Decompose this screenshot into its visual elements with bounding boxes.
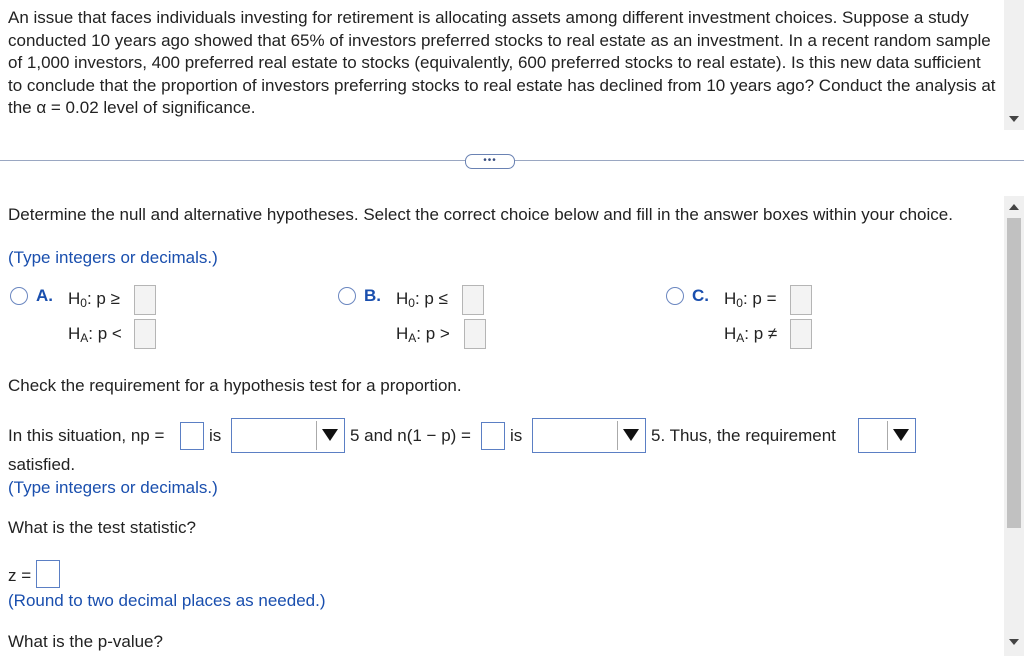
problem-statement: An issue that faces individuals investing for retirement is allocating assets among different investment choices. Suppose a study conducted 10 years ago showed that 65% of investors preferred stocks to real estate as an investment. In a recent random sample of 1,000 investors, 400 preferred real estate to stocks (equivalently, 600 preferred stocks to real estate). Is this new data sufficient to conclude that the proportion of investors preferring stocks to real estate has declined from 10 years ago? Conduct the analysis at the α = 0.02 level of significance. (8, 8, 996, 117)
is-label-2: is (510, 426, 523, 445)
z-input[interactable] (36, 560, 60, 588)
h0-relation: : p ≤ (414, 289, 448, 308)
np-comparison-dropdown[interactable] (231, 418, 345, 453)
option-c-ha-value-input[interactable] (790, 319, 812, 349)
h0-symbol: H (724, 289, 737, 308)
ha-symbol: H (396, 324, 409, 343)
np-label: In this situation, np = (8, 426, 165, 445)
test-statistic-question: What is the test statistic? (8, 518, 197, 537)
h0-relation: : p ≥ (86, 289, 120, 308)
scroll-down-arrow-icon[interactable] (1009, 116, 1019, 122)
option-c-radio[interactable] (666, 287, 684, 305)
question-scrollbar[interactable] (1004, 196, 1024, 656)
h0-symbol: H (68, 289, 81, 308)
problem-scrollbar[interactable] (1004, 0, 1024, 130)
scroll-up-arrow-icon[interactable] (1009, 204, 1019, 210)
option-a-h0 (68, 289, 120, 310)
ha-symbol: H (68, 324, 81, 343)
option-b-h0 (396, 289, 448, 310)
option-c-h0-value-input[interactable] (790, 285, 812, 315)
requirement-label: 5. Thus, the requirement (651, 426, 836, 445)
ha-symbol: H (724, 324, 737, 343)
expand-button[interactable]: ••• (465, 154, 515, 169)
dropdown-separator (316, 421, 317, 450)
option-c-letter: C. (692, 286, 709, 305)
h0-relation: : p = (742, 289, 777, 308)
n1p-comparison-dropdown[interactable] (532, 418, 646, 453)
option-a-radio[interactable] (10, 287, 28, 305)
ha-subscript: A (80, 331, 89, 345)
requirement-hint: (Type integers or decimals.) (8, 478, 218, 497)
option-b-h0-value-input[interactable] (462, 285, 484, 315)
option-c-h0 (724, 289, 777, 310)
z-label: z = (8, 566, 32, 585)
requirement-title: Check the requirement for a hypothesis test for a proportion. (8, 376, 462, 395)
scroll-down-arrow-icon[interactable] (1009, 639, 1019, 645)
option-a-h0-value-input[interactable] (134, 285, 156, 315)
ha-subscript: A (736, 331, 745, 345)
h0-subscript: 0 (80, 296, 87, 310)
ha-subscript: A (408, 331, 417, 345)
dropdown-separator (887, 421, 888, 450)
option-b-radio[interactable] (338, 287, 356, 305)
h0-symbol: H (396, 289, 409, 308)
option-c-ha (724, 324, 777, 345)
ha-relation: : p ≠ (744, 324, 778, 343)
scrollbar-thumb[interactable] (1007, 218, 1021, 528)
dropdown-separator (617, 421, 618, 450)
option-a-ha-value-input[interactable] (134, 319, 156, 349)
dropdown-arrow-icon (322, 429, 338, 441)
is-label-1: is (209, 426, 222, 445)
hypotheses-instruction: Determine the null and alternative hypotheses. Select the correct choice below and fill in the answer boxes within your choice. (8, 205, 953, 224)
z-hint: (Round to two decimal places as needed.) (8, 591, 326, 610)
dropdown-arrow-icon (623, 429, 639, 441)
option-b-ha (396, 324, 450, 345)
option-a-letter: A. (36, 286, 53, 305)
option-a-ha (68, 324, 122, 345)
dropdown-arrow-icon (893, 429, 909, 441)
h0-subscript: 0 (736, 296, 743, 310)
option-b-ha-value-input[interactable] (464, 319, 486, 349)
np-input[interactable] (180, 422, 204, 450)
n1p-input[interactable] (481, 422, 505, 450)
h0-subscript: 0 (408, 296, 415, 310)
option-b-letter: B. (364, 286, 381, 305)
hypotheses-hint: (Type integers or decimals.) (8, 248, 218, 267)
satisfied-label: satisfied. (8, 455, 76, 474)
p-value-question: What is the p-value? (8, 632, 163, 651)
requirement-dropdown[interactable] (858, 418, 916, 453)
ha-relation: : p > (416, 324, 450, 343)
ha-relation: : p < (88, 324, 122, 343)
n1p-label: 5 and n(1 − p) = (350, 426, 471, 445)
